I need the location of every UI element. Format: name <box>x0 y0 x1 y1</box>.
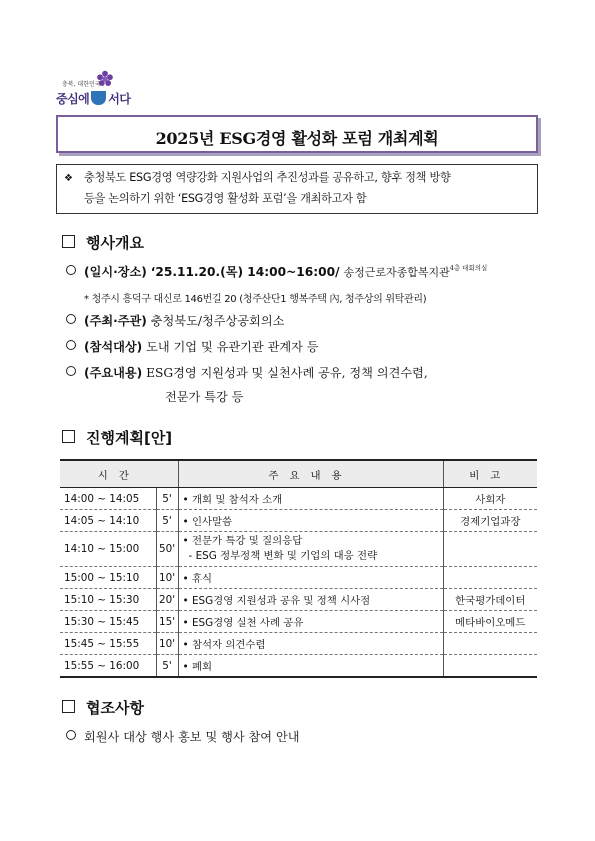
circle-bullet-icon <box>66 366 76 376</box>
event-datetime-item <box>66 263 487 280</box>
section-cooperation <box>62 697 144 718</box>
row-content: • 참석자 의견수렴 <box>178 633 443 655</box>
row-time: 15:55 ~ 16:00 <box>60 655 156 678</box>
summary-box <box>56 164 538 214</box>
table-row <box>60 567 537 589</box>
circle-bullet-icon <box>66 314 76 324</box>
datetime-value: ‘25.11.20.(목) 14:00~16:00/ <box>150 265 340 279</box>
diamond-bullet-icon: ❖ <box>64 173 73 184</box>
attendees-value: 도내 기업 및 유관기관 관계자 등 <box>146 340 319 354</box>
row-content: • 인사말씀 <box>178 510 443 532</box>
row-content: • 휴식 <box>178 567 443 589</box>
section-event-overview <box>62 232 144 253</box>
row-remark: 한국평가데이터 <box>443 589 537 611</box>
host-value: 충청북도/청주상공회의소 <box>150 314 285 328</box>
cooperation-item <box>66 728 300 745</box>
table-row <box>60 510 537 532</box>
logo-caption: 충북, 대한민국 <box>62 81 101 88</box>
event-attendees-item <box>66 338 319 355</box>
table-row <box>60 655 537 678</box>
header-time: 시간 <box>60 460 178 488</box>
table-row <box>60 633 537 655</box>
row-content: • ESG경영 실천 사례 공유 <box>178 611 443 633</box>
schedule-table <box>60 459 537 678</box>
row-content: • 폐회 <box>178 655 443 678</box>
event-content-item <box>66 364 428 381</box>
row-content: • ESG경영 지원성과 공유 및 정책 시사점 <box>178 589 443 611</box>
circle-bullet-icon <box>66 730 76 740</box>
checkbox-square-icon <box>62 235 75 248</box>
summary-line-2: 등을 논의하기 위한 ‘ESG경영 활성화 포럼’을 개최하고자 함 <box>84 192 367 205</box>
section-schedule <box>62 427 172 448</box>
summary-line-1: 충청북도 ESG경영 역량강화 지원사업의 추진성과를 공유하고, 향후 정책 방향 <box>84 171 451 184</box>
row-time: 15:10 ~ 15:30 <box>60 589 156 611</box>
row-remark <box>443 567 537 589</box>
checkbox-square-icon <box>62 700 75 713</box>
header-content: 주요내용 <box>178 460 443 488</box>
document-title-box <box>56 115 538 153</box>
header-remark: 비고 <box>443 460 537 488</box>
event-content-item-cont <box>165 388 243 405</box>
datetime-label: (일시·장소) <box>84 265 147 279</box>
row-time: 15:30 ~ 15:45 <box>60 611 156 633</box>
host-label: (주최·주관) <box>84 314 147 328</box>
content-label: (주요내용) <box>84 366 143 380</box>
content-value-line-1: ESG경영 지원성과 및 실천사례 공유, 정책 의견수렴, <box>146 366 428 380</box>
row-minutes: 50' <box>156 532 178 567</box>
row-time: 15:00 ~ 15:10 <box>60 567 156 589</box>
section-title: 협조사항 <box>86 699 144 717</box>
row-time: 14:00 ~ 14:05 <box>60 488 156 510</box>
schedule-header-row <box>60 460 537 488</box>
row-minutes: 5' <box>156 510 178 532</box>
row-minutes: 10' <box>156 633 178 655</box>
row-remark <box>443 655 537 678</box>
venue-address-note: * 청주시 흥덕구 대신로 146번길 20 (청주산단1 행복주택 內, 청주상의 위탁관리) <box>84 294 427 305</box>
row-content-sub: - ESG 정부정책 변화 및 기업의 대응 전략 <box>188 550 378 562</box>
row-time: 15:45 ~ 15:55 <box>60 633 156 655</box>
venue: 송정근로자종합복지관 <box>343 266 450 279</box>
row-content <box>178 532 443 567</box>
circle-bullet-icon <box>66 265 76 275</box>
row-minutes: 20' <box>156 589 178 611</box>
row-minutes: 5' <box>156 655 178 678</box>
document-title: 2025년 ESG경영 활성화 포럼 개최계획 <box>155 129 439 148</box>
row-content: • 개회 및 참석자 소개 <box>178 488 443 510</box>
row-minutes: 15' <box>156 611 178 633</box>
section-title: 행사개요 <box>86 234 144 252</box>
venue-floor: 4층 대회의실 <box>449 264 488 272</box>
logo <box>56 70 131 112</box>
table-row <box>60 611 537 633</box>
logo-text: 중심에 서다 <box>56 92 131 106</box>
row-remark <box>443 532 537 567</box>
row-remark: 경제기업과장 <box>443 510 537 532</box>
row-remark: 사회자 <box>443 488 537 510</box>
event-host-item <box>66 312 284 329</box>
summary-text <box>84 167 531 209</box>
row-minutes: 10' <box>156 567 178 589</box>
row-content-main: • 전문가 특강 및 질의응답 <box>182 535 303 547</box>
row-minutes: 5' <box>156 488 178 510</box>
row-remark <box>443 633 537 655</box>
content-value-line-2: 전문가 특강 등 <box>165 390 244 404</box>
row-remark: 메타바이오메드 <box>443 611 537 633</box>
cooperation-text: 회원사 대상 행사 홍보 및 행사 참여 안내 <box>84 730 300 744</box>
checkbox-square-icon <box>62 430 75 443</box>
row-time: 14:10 ~ 15:00 <box>60 532 156 567</box>
row-time: 14:05 ~ 14:10 <box>60 510 156 532</box>
table-row <box>60 488 537 510</box>
table-row <box>60 532 537 567</box>
section-title: 진행계획[안] <box>86 429 173 447</box>
shield-icon <box>91 91 106 105</box>
attendees-label: (참석대상) <box>84 340 143 354</box>
table-row <box>60 589 537 611</box>
circle-bullet-icon <box>66 340 76 350</box>
